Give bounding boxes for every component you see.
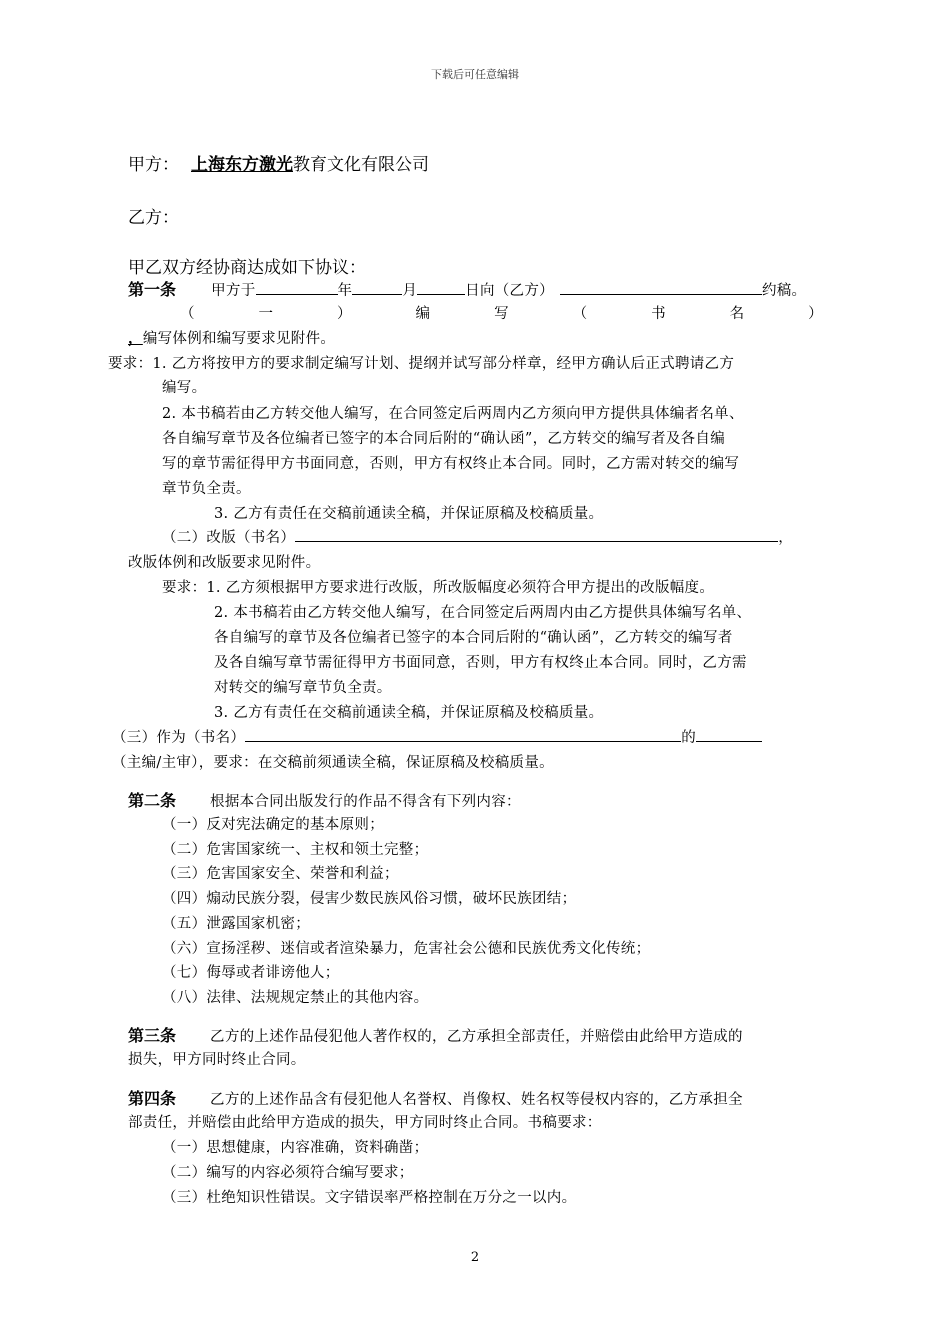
party-a-line	[128, 150, 429, 175]
art1-text-year: 年	[337, 283, 353, 299]
revision-book-name-blank	[295, 527, 778, 542]
date-day-blank	[417, 280, 465, 295]
article1-title: 第一条	[128, 280, 177, 299]
as-role-book-name-blank	[245, 727, 681, 742]
as-role-of: 的	[681, 730, 697, 746]
prohibited-item: （六）宣扬淫秽、迷信或者渲染暴力，危害社会公德和民族优秀文化传统；	[162, 941, 651, 957]
party-b-name-blank	[560, 280, 762, 295]
article4-text-line1: 乙方的上述作品含有侵犯他人名誉权、肖像权、姓名权等侵权内容的，乙方承担全	[210, 1092, 743, 1108]
page-header-note: 下载后可任意编辑	[431, 68, 519, 81]
prohibited-item: （一）反对宪法确定的基本原则；	[162, 817, 384, 833]
date-year-blank	[256, 280, 338, 295]
agreement-intro: 甲乙双方经协商达成如下协议：	[128, 258, 366, 278]
req1-line1: 要求：1. 乙方将按甲方的要求制定编写计划、提纲并试写部分样章，经甲方确认后正式聘请乙方	[108, 356, 735, 372]
revision-label: （二）改版（书名）	[162, 530, 296, 546]
party-b-label: 乙方：	[128, 208, 179, 228]
req2-line4: 章节负全责。	[162, 481, 251, 497]
article1-line2-compile-book	[180, 302, 823, 323]
article1-line1	[128, 277, 806, 300]
char: （	[180, 306, 195, 322]
char: ）	[808, 306, 823, 322]
manuscript-requirement: （二）编写的内容必须符合编写要求；	[162, 1165, 414, 1181]
rev-req2-line2: 各自编写的章节及各位编者已签字的本合同后附的“确认函”，乙方转交的编写者	[214, 630, 733, 646]
article3-title: 第三条	[128, 1026, 177, 1045]
as-role-label: （三）作为（书名）	[112, 730, 246, 746]
art1-text-day: 日向（乙方）	[465, 283, 554, 299]
manuscript-requirement: （三）杜绝知识性错误。文字错误率严格控制在万分之一以内。	[162, 1190, 577, 1206]
char: 名	[729, 306, 745, 322]
req2-line3: 写的章节需征得甲方书面同意，否则，甲方有权终止本合同。同时，乙方需对转交的编写	[162, 456, 740, 472]
prohibited-item: （八）法律、法规规定禁止的其他内容。	[162, 990, 429, 1006]
article4-line1	[128, 1086, 743, 1109]
party-a-label: 甲方：	[128, 155, 179, 175]
as-role-line	[112, 726, 762, 747]
char: 书	[651, 306, 666, 322]
revision-line	[162, 526, 793, 547]
req2-line2: 各自编写章节及各位编者已签字的本合同后附的“确认函”，乙方转交的编写者及各自编	[162, 431, 726, 447]
prohibited-item: （五）泄露国家机密；	[162, 916, 310, 932]
char: 编	[415, 306, 431, 322]
req2-line1: 2. 本书稿若由乙方转交他人编写，在合同签定后两周内乙方须向甲方提供具体编者名单、	[162, 406, 744, 422]
art1-style-note: 编写体例和编写要求见附件。	[142, 331, 336, 347]
as-role-position-blank	[696, 727, 762, 742]
req3-line: 3. 乙方有责任在交稿前通读全稿，并保证原稿及校稿质量。	[214, 506, 604, 522]
article1-line3	[128, 327, 335, 348]
article3-text-line1: 乙方的上述作品侵犯他人著作权的，乙方承担全部责任，并赔偿由此给甲方造成的	[210, 1029, 743, 1045]
article2-title: 第二条	[128, 791, 177, 810]
article3-line1	[128, 1023, 743, 1046]
prohibited-item: （七）侮辱或者诽谤他人；	[162, 965, 340, 981]
rev-req2-line3: 及各自编写章节需征得甲方书面同意，否则，甲方有权终止本合同。同时，乙方需	[214, 655, 747, 671]
article4-title: 第四条	[128, 1089, 177, 1108]
prohibited-item: （二）危害国家统一、主权和领土完整；	[162, 842, 429, 858]
as-role-requirement: （主编/主审），要求：在交稿前须通读全稿，保证原稿及校稿质量。	[112, 755, 554, 771]
rev-req2-line4: 对转交的编写章节负全责。	[214, 680, 392, 696]
date-month-blank	[352, 280, 402, 295]
article2-intro: 根据本合同出版发行的作品不得含有下列内容：	[210, 794, 521, 810]
rev-req3: 3. 乙方有责任在交稿前通读全稿，并保证原稿及校稿质量。	[214, 705, 604, 721]
rev-req1: 要求：1. 乙方须根据甲方要求进行改版，所改版幅度必须符合甲方提出的改版幅度。	[162, 580, 715, 596]
char: （	[572, 306, 588, 322]
revision-comma: ，	[778, 530, 794, 546]
article2-line1	[128, 788, 521, 811]
party-a-company-rest: 教育文化有限公司	[293, 155, 429, 175]
req1-line2: 编写。	[162, 380, 207, 396]
underlined-comma: ，	[128, 330, 143, 347]
prohibited-item: （三）危害国家安全、荣誉和利益；	[162, 866, 399, 882]
art1-text-month: 月	[402, 283, 418, 299]
page-number: 2	[470, 1250, 480, 1265]
article3-text-line2: 损失，甲方同时终止合同。	[128, 1052, 306, 1068]
revision-note: 改版体例和改版要求见附件。	[128, 555, 321, 571]
party-a-company-underlined: 上海东方激光	[191, 155, 293, 175]
article4-text-line2: 部责任，并赔偿由此给甲方造成的损失，甲方同时终止合同。书稿要求：	[128, 1115, 602, 1131]
rev-req2-line1: 2. 本书稿若由乙方转交他人编写，在合同签定后两周内由乙方提供具体编写名单、	[214, 605, 752, 621]
char: ）	[337, 306, 352, 322]
manuscript-requirement: （一）思想健康，内容准确，资料确凿；	[162, 1140, 429, 1156]
char: 一	[258, 306, 274, 322]
art1-text-a: 甲方于	[211, 283, 256, 299]
art1-text-end: 约稿。	[761, 283, 807, 299]
char: 写	[494, 306, 509, 322]
prohibited-item: （四）煽动民族分裂，侵害少数民族风俗习惯，破坏民族团结；	[162, 891, 577, 907]
